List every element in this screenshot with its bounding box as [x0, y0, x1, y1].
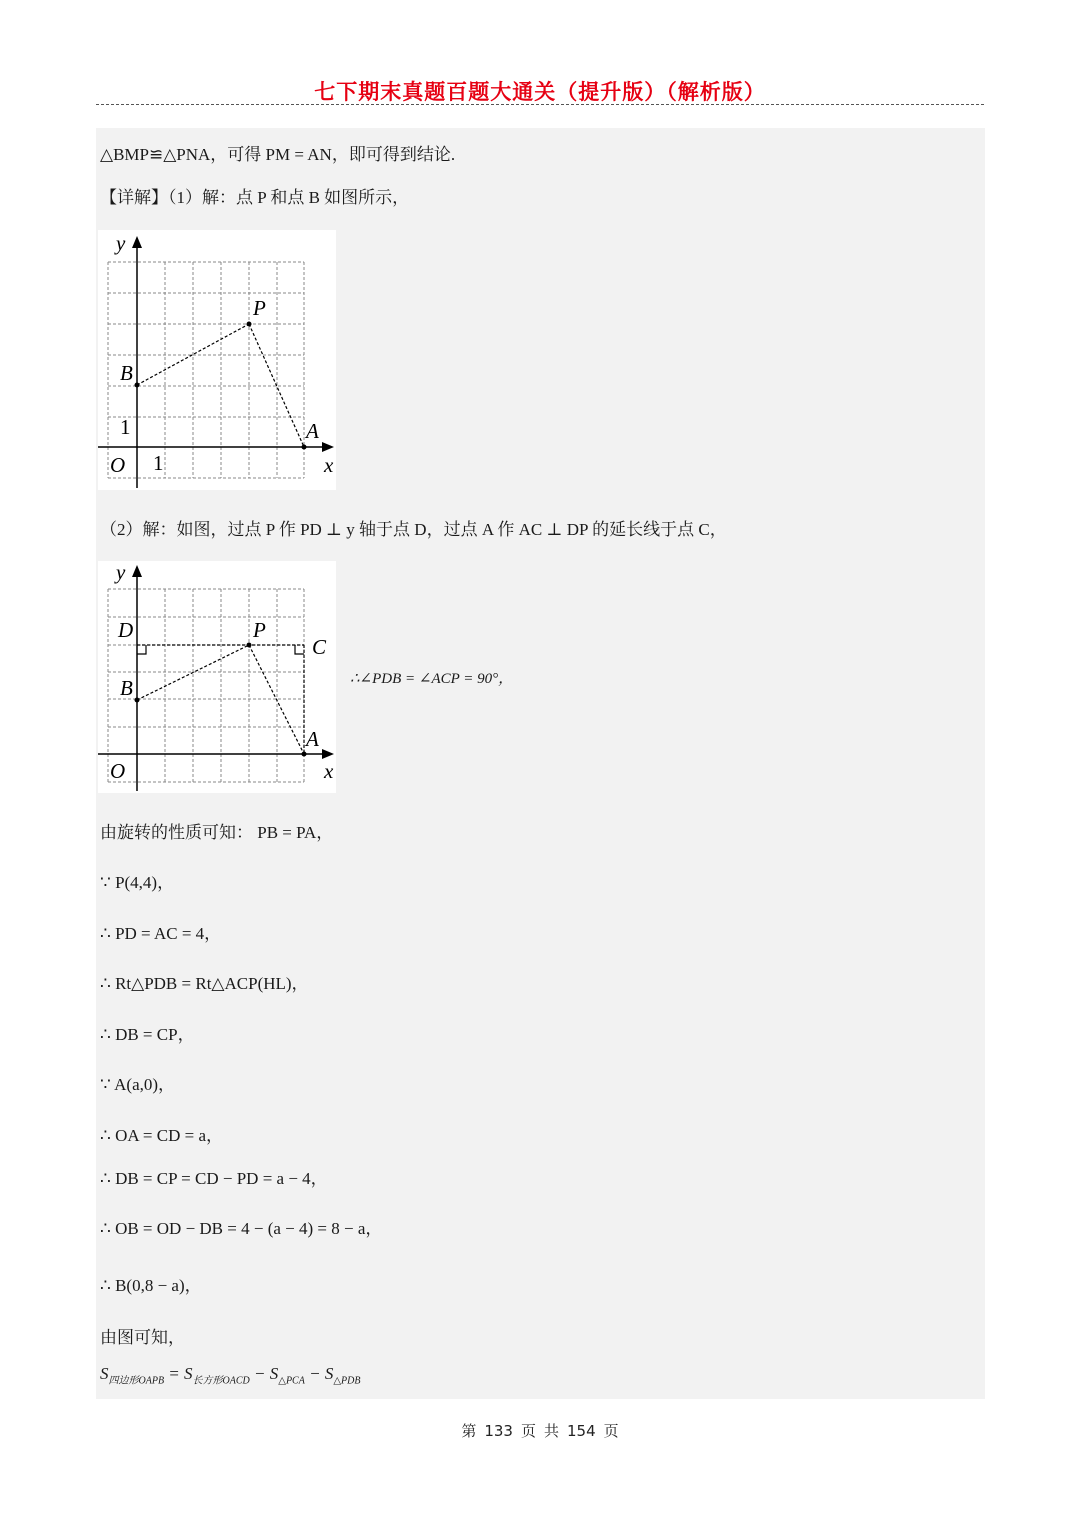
area-equation: [100, 1364, 360, 1386]
figure-2-graph: [98, 561, 336, 793]
area-minus-2: −: [304, 1364, 325, 1383]
footer-total-pages: 154: [567, 1422, 596, 1440]
area-term-2-sub: 长方形OACD: [192, 1375, 250, 1387]
fig1-point-p-label: P: [253, 296, 266, 320]
area-term-4: S: [324, 1364, 334, 1383]
area-term-3-sub: △PCA: [278, 1375, 305, 1387]
text-line-8: ∵ A(a,0)，: [100, 1075, 176, 1094]
footer-total-prefix: 共: [544, 1422, 560, 1440]
text-line-3: 由旋转的性质可知： PB = PA，: [100, 823, 334, 842]
fig1-origin-label: O: [110, 453, 126, 477]
footer-total-word: 页: [603, 1422, 619, 1440]
page-footer: [0, 1420, 1080, 1441]
text-line-11: ∴ OB = OD − DB = 4 − (a − 4) = 8 − a，: [100, 1219, 383, 1238]
figure-1-graph: [98, 230, 336, 490]
figure-2: [98, 561, 336, 793]
fig2-x-label: x: [324, 759, 334, 783]
area-term-1-sub: 四边形OAPB: [108, 1375, 165, 1387]
area-minus-1: −: [249, 1364, 270, 1383]
fig2-point-p-label: P: [253, 618, 266, 642]
area-term-1: S: [100, 1364, 109, 1383]
area-term-4-sub: △PDB: [333, 1375, 361, 1387]
fig1-point-a-label: A: [306, 419, 319, 443]
right-angle-equation: ∴∠PDB = ∠ACP = 90°，: [350, 671, 514, 687]
text-line-13: 由图可知，: [100, 1328, 185, 1347]
fig2-point-d-label: D: [118, 618, 134, 642]
text-line-10: ∴ DB = CP = CD − PD = a − 4，: [100, 1169, 328, 1188]
fig2-point-a-label: A: [306, 727, 319, 751]
fig1-x-label: x: [324, 453, 334, 477]
text-line-6: ∴ Rt△PDB = Rt△ACP(HL)，: [100, 974, 309, 993]
fig2-origin-label: O: [110, 759, 126, 783]
header-divider: [96, 104, 984, 105]
fig2-point-b-label: B: [120, 676, 133, 700]
text-line-12: ∴ B(0,8 − a)，: [100, 1276, 202, 1295]
fig2-point-c-label: C: [312, 635, 327, 659]
figure-1: [98, 230, 336, 490]
text-line-1: 【详解】（1）解：点 P 和点 B 如图所示，: [100, 188, 410, 207]
text-line-2: （2）解：如图，过点 P 作 PD ⊥ y 轴于点 D，过点 A 作 AC ⊥ DP 的延长线于点 C，: [100, 520, 727, 539]
area-term-2: S: [184, 1364, 193, 1383]
footer-page-word: 页: [520, 1422, 536, 1440]
text-line-9: ∴ OA = CD = a，: [100, 1126, 224, 1145]
page-header-title: 七下期末真题百题大通关（提升版）（解析版）: [314, 80, 766, 104]
text-line-7: ∴ DB = CP，: [100, 1025, 195, 1044]
text-line-5: ∴ PD = AC = 4，: [100, 924, 222, 943]
fig1-y-unit-label: 1: [120, 415, 131, 439]
area-term-3: S: [269, 1364, 279, 1383]
fig2-y-label: y: [116, 561, 126, 584]
footer-prefix: 第: [461, 1422, 477, 1440]
footer-page-number: 133: [484, 1422, 513, 1440]
fig1-y-label: y: [116, 231, 126, 255]
text-line-0: △BMP≌△PNA，可得 PM = AN，即可得到结论.: [100, 145, 456, 164]
area-equals: =: [164, 1364, 185, 1383]
fig1-x-unit-label: 1: [153, 451, 164, 475]
text-line-4: ∵ P(4,4)，: [100, 873, 175, 892]
fig1-point-b-label: B: [120, 361, 133, 385]
